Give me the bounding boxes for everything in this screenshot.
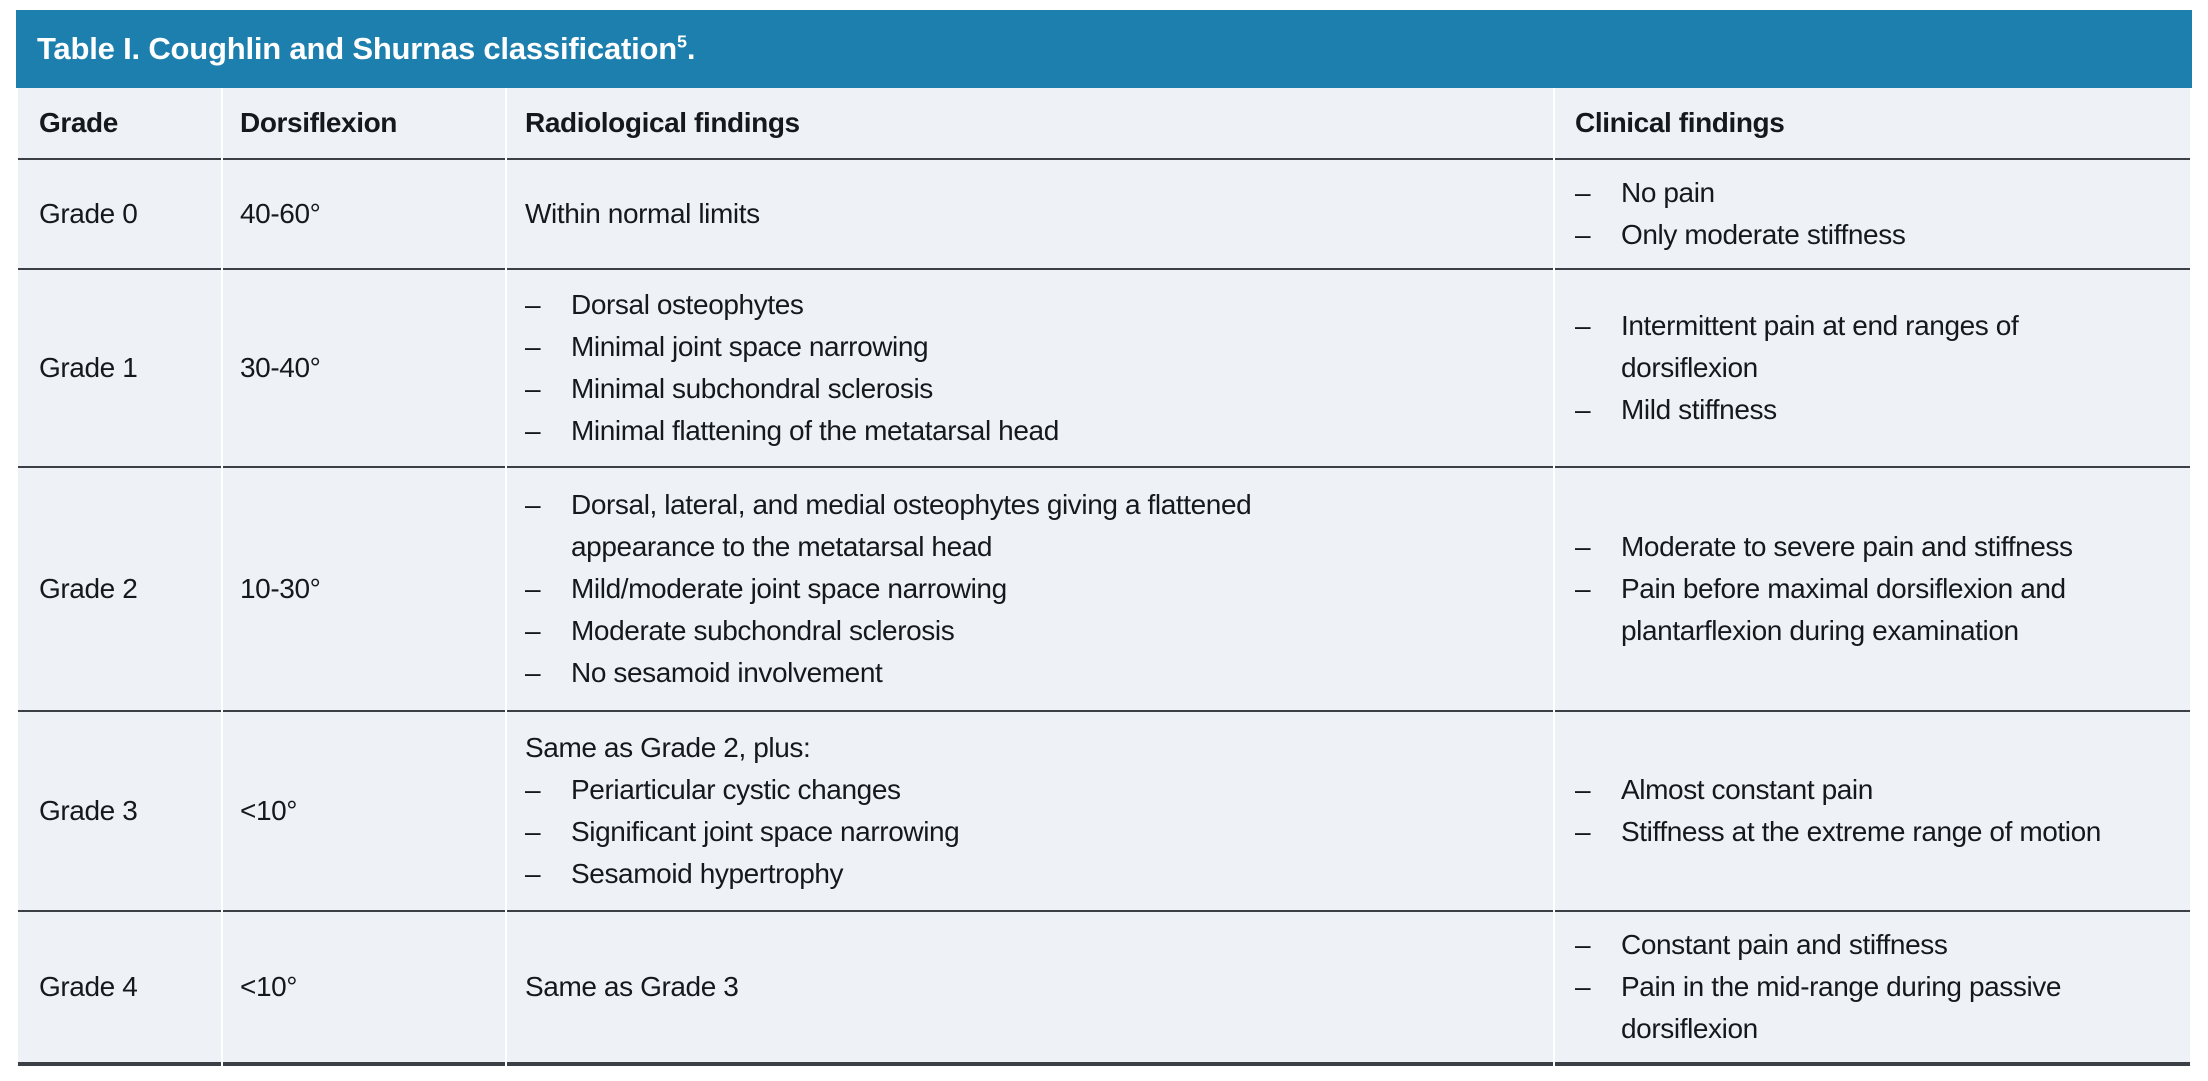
table-header	[18, 88, 2190, 160]
finding-text: Only moderate stiffness	[1621, 219, 1906, 250]
dash-bullet: –	[1575, 971, 1591, 1002]
finding-item	[1575, 924, 2134, 966]
radiological-findings-cell	[507, 468, 1553, 712]
table-row	[18, 270, 2190, 468]
dash-bullet: –	[1575, 929, 1591, 960]
column-header-grade: Grade	[18, 88, 221, 160]
finding-item	[1575, 811, 2134, 853]
grade-cell: Grade 4	[18, 912, 221, 1066]
radiological-findings-list	[525, 769, 1353, 895]
clinical-findings-cell	[1555, 468, 2190, 712]
finding-text: Minimal subchondral sclerosis	[571, 373, 933, 404]
dorsiflexion-cell: 10-30°	[223, 468, 505, 712]
dorsiflexion-cell: 40-60°	[223, 160, 505, 270]
table-body	[18, 160, 2190, 1066]
finding-text: Dorsal osteophytes	[571, 289, 804, 320]
finding-text: Almost constant pain	[1621, 774, 1873, 805]
table-row	[18, 912, 2190, 1066]
dash-bullet: –	[525, 774, 541, 805]
table-title-text: Table I. Coughlin and Shurnas classification	[37, 31, 678, 66]
dash-bullet: –	[525, 373, 541, 404]
finding-item	[525, 652, 1353, 694]
finding-item	[525, 853, 1353, 895]
column-header-radiological-findings: Radiological findings	[507, 88, 1553, 160]
dash-bullet: –	[1575, 573, 1591, 604]
clinical-findings-list	[1575, 769, 2134, 853]
dash-bullet: –	[525, 289, 541, 320]
grade-cell: Grade 3	[18, 712, 221, 912]
table-row	[18, 160, 2190, 270]
dorsiflexion-cell: <10°	[223, 712, 505, 912]
clinical-findings-list	[1575, 924, 2134, 1050]
dash-bullet: –	[525, 816, 541, 847]
finding-text: Significant joint space narrowing	[571, 816, 960, 847]
finding-item	[1575, 769, 2134, 811]
finding-text: Constant pain and stiffness	[1621, 929, 1948, 960]
finding-item	[525, 368, 1353, 410]
table-title-bar	[16, 10, 2192, 88]
finding-text: No pain	[1621, 177, 1715, 208]
finding-item	[525, 769, 1353, 811]
clinical-findings-list	[1575, 172, 2134, 256]
dash-bullet: –	[525, 573, 541, 604]
dorsiflexion-cell: 30-40°	[223, 270, 505, 468]
dash-bullet: –	[525, 615, 541, 646]
finding-text: No sesamoid involvement	[571, 657, 883, 688]
finding-item	[525, 484, 1353, 568]
table-row	[18, 468, 2190, 712]
finding-text: Minimal flattening of the metatarsal head	[571, 415, 1059, 446]
finding-text: Mild/moderate joint space narrowing	[571, 573, 1007, 604]
grade-cell: Grade 2	[18, 468, 221, 712]
dash-bullet: –	[1575, 219, 1591, 250]
finding-item	[525, 284, 1353, 326]
clinical-findings-cell	[1555, 912, 2190, 1066]
finding-item	[1575, 214, 2134, 256]
dash-bullet: –	[1575, 310, 1591, 341]
dash-bullet: –	[1575, 177, 1591, 208]
dash-bullet: –	[525, 489, 541, 520]
radiological-findings-cell	[507, 712, 1553, 912]
finding-text: Pain before maximal dorsiflexion and plantarflexion during examination	[1621, 573, 2066, 646]
radiological-findings-cell	[507, 270, 1553, 468]
radiological-intro-text: Within normal limits	[525, 198, 760, 229]
finding-item	[1575, 172, 2134, 214]
finding-text: Moderate to severe pain and stiffness	[1621, 531, 2073, 562]
column-header-clinical-findings: Clinical findings	[1555, 88, 2190, 160]
finding-item	[525, 610, 1353, 652]
finding-item	[1575, 966, 2134, 1050]
dash-bullet: –	[525, 415, 541, 446]
dash-bullet: –	[525, 858, 541, 889]
dash-bullet: –	[1575, 394, 1591, 425]
dash-bullet: –	[1575, 531, 1591, 562]
radiological-findings-cell	[507, 160, 1553, 270]
finding-item	[525, 410, 1353, 452]
finding-item	[1575, 526, 2134, 568]
dorsiflexion-cell: <10°	[223, 912, 505, 1066]
dash-bullet: –	[1575, 774, 1591, 805]
finding-text: Moderate subchondral sclerosis	[571, 615, 955, 646]
finding-text: Minimal joint space narrowing	[571, 331, 929, 362]
radiological-findings-cell	[507, 912, 1553, 1066]
finding-text: Dorsal, lateral, and medial osteophytes giving a flattened appearance to the metatarsal head	[571, 489, 1252, 562]
header-row	[18, 88, 2190, 160]
radiological-findings-list	[525, 484, 1353, 694]
finding-text: Intermittent pain at end ranges of dorsiflexion	[1621, 310, 2019, 383]
grade-cell: Grade 0	[18, 160, 221, 270]
classification-table	[16, 88, 2192, 1066]
table-title-period: .	[686, 31, 696, 66]
dash-bullet: –	[525, 331, 541, 362]
clinical-findings-list	[1575, 305, 2134, 431]
finding-item	[525, 568, 1353, 610]
finding-item	[525, 326, 1353, 368]
clinical-findings-cell	[1555, 160, 2190, 270]
finding-text: Stiffness at the extreme range of motion	[1621, 816, 2101, 847]
table-title-reference-superscript: 5	[677, 31, 687, 52]
clinical-findings-cell	[1555, 270, 2190, 468]
grade-cell: Grade 1	[18, 270, 221, 468]
dash-bullet: –	[525, 657, 541, 688]
finding-text: Pain in the mid-range during passive dorsiflexion	[1621, 971, 2062, 1044]
finding-item	[1575, 389, 2134, 431]
finding-text: Periarticular cystic changes	[571, 774, 901, 805]
radiological-intro-text: Same as Grade 2, plus:	[525, 732, 811, 763]
radiological-intro-text: Same as Grade 3	[525, 971, 739, 1002]
table-row	[18, 712, 2190, 912]
radiological-findings-list	[525, 284, 1353, 452]
finding-item	[1575, 305, 2134, 389]
finding-item	[525, 811, 1353, 853]
table-title	[37, 31, 695, 67]
finding-text: Mild stiffness	[1621, 394, 1777, 425]
finding-item	[1575, 568, 2134, 652]
dash-bullet: –	[1575, 816, 1591, 847]
clinical-findings-list	[1575, 526, 2134, 652]
finding-text: Sesamoid hypertrophy	[571, 858, 844, 889]
column-header-dorsiflexion: Dorsiflexion	[223, 88, 505, 160]
clinical-findings-cell	[1555, 712, 2190, 912]
